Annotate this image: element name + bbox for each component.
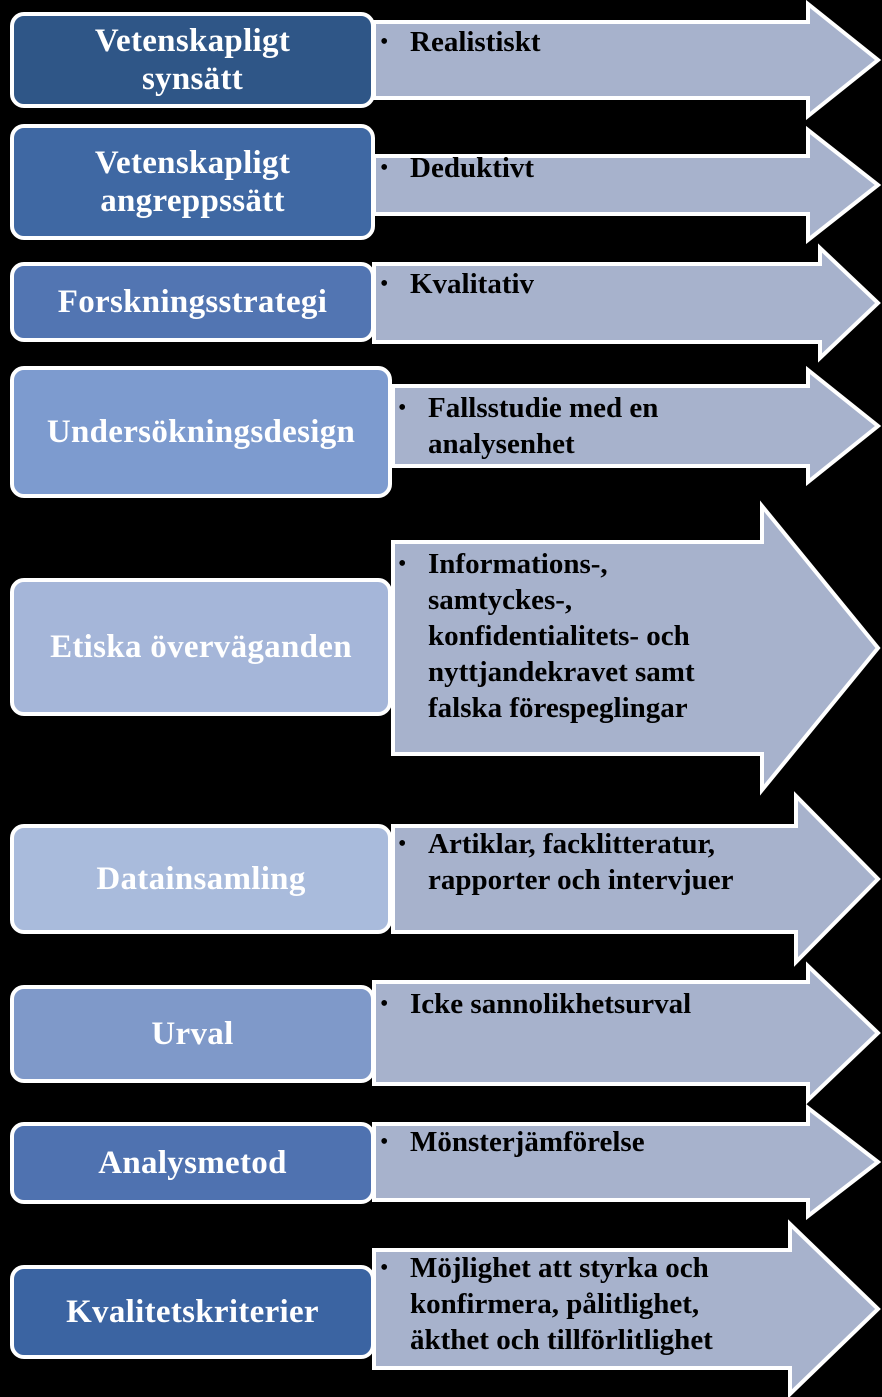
arrow-items-kvalitetskriterier: [380, 1250, 713, 1358]
label-text: Datainsamling: [96, 861, 306, 897]
arrow-item: • Informations-, samtyckes-, konfidentialitets- och nyttjandekravet samt falska förespeglingar: [398, 546, 695, 726]
arrow-item: • Icke sannolikhetsurval: [380, 986, 691, 1022]
label-text: Urval: [151, 1016, 234, 1052]
arrow-item: • Realistiskt: [380, 24, 541, 60]
arrow-item: • Mönsterjämförelse: [380, 1124, 645, 1160]
arrow-item: • Fallsstudie med en analysenhet: [398, 390, 658, 462]
label-text: Etiska överväganden: [50, 629, 352, 665]
label-text: Undersökningsdesign: [46, 414, 356, 450]
label-text: Forskningsstrategi: [57, 284, 328, 320]
label-text: Vetenskapligt synsätt: [94, 23, 291, 97]
label-text: Vetenskapligt angreppssätt: [94, 145, 291, 219]
arrow-item: • Möjlighet att styrka och konfirmera, pålitlighet, äkthet och tillförlitlighet: [380, 1250, 713, 1358]
arrow-item: • Kvalitativ: [380, 266, 534, 302]
label-text: Kvalitetskriterier: [66, 1294, 319, 1330]
label-box-kvalitetskriterier: [10, 1265, 375, 1359]
arrow-item: • Deduktivt: [380, 150, 534, 186]
arrow-item: • Artiklar, facklitteratur, rapporter och intervjuer: [398, 826, 734, 898]
label-text: Analysmetod: [98, 1145, 287, 1181]
